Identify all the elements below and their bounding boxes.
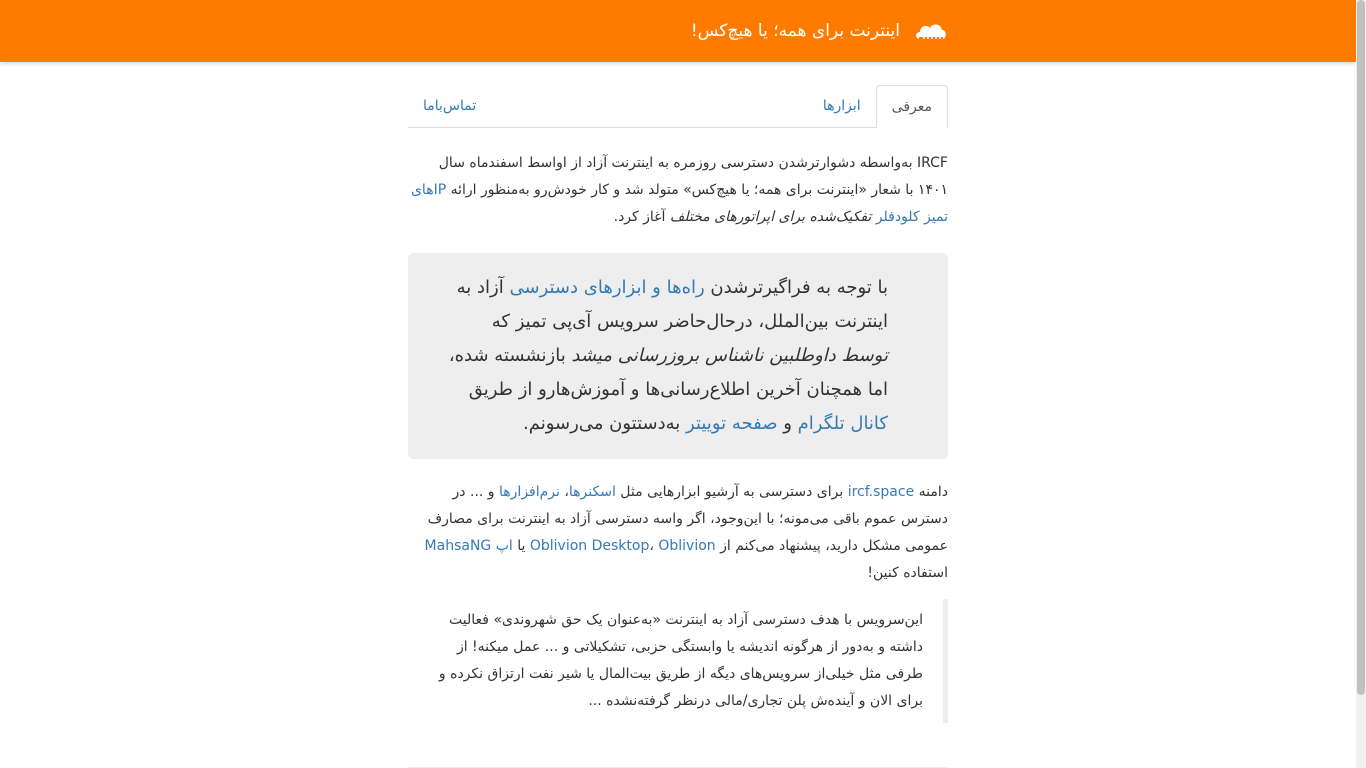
main-content: [408, 85, 948, 723]
domain-text: دامنه: [914, 484, 948, 500]
announcement-text: و: [777, 413, 798, 434]
scanners-link[interactable]: اسکنرها: [568, 484, 616, 500]
oblivion-desktop-link[interactable]: Oblivion Desktop: [529, 538, 650, 554]
domain-text: ،: [649, 538, 659, 554]
top-navbar: [0, 0, 1356, 62]
mission-text: این‌سرویس با هدف دسترسی آزاد به اینترنت «به‌عنوان یک حق شهروندی» فعالیت داشته و به‌دور از هرگونه اندیشه یا وابستگی حزبی، تشکیلاتی و ... عمل میکنه! از طرفی مثل خیلی‌از سرویس‌های دیگه از طریق بیت‌المال یا شیر نفت ارتزاق نکرده و برای الان و آینده‌ش پلن تجاری/مالی درنظر گرفته‌نشده ...: [438, 612, 923, 709]
intro-text: IRCF به‌واسطه دشوارترشدن دسترسی روزمره به اینترنت آزاد از اواسط اسفندماه سال ۱۴۰۱ با شعار «اینترنت برای همه؛ یا هیچ‌کس» متولد شد و کار خودش‌رو به‌منظور ارائه: [438, 155, 948, 198]
ircf-space-link[interactable]: ircf.space: [847, 484, 915, 500]
announcement-text: به‌دستتون می‌رسونم.: [523, 413, 687, 434]
mission-blockquote: [408, 599, 948, 723]
announcement-emphasis: توسط داوطلبین ناشناس بروزرسانی میشد: [571, 345, 888, 366]
intro-text-end: آغاز کرد.: [613, 209, 670, 225]
telegram-channel-link[interactable]: کانال تلگرام: [797, 413, 888, 434]
clean-ip-link[interactable]: IPهای تمیز کلودفلر: [410, 182, 948, 225]
cloud-icon: [914, 21, 948, 41]
announcement-text: بازنشسته شده، اما همچنان آخرین اطلاع‌رسانی‌ها و آموزش‌هارو از طریق: [448, 345, 888, 400]
domain-text: برای دسترسی به آرشیو ابزارهایی مثل: [615, 484, 848, 500]
brand[interactable]: [691, 0, 948, 62]
intro-paragraph: [408, 150, 948, 231]
domain-text: و ... در دسترس عموم باقی می‌مونه؛ با این‌وجود، اگر واسه دسترسی آزاد به اینترنت برای مصارف عمومی مشکل دارید، پیشنهاد می‌کنم از: [427, 484, 948, 554]
scrollbar-thumb[interactable]: [1357, 0, 1365, 695]
brand-title: اینترنت برای همه؛ یا هیچ‌کس!: [690, 21, 900, 41]
announcement-text: با توجه به فراگیرترشدن: [704, 277, 888, 298]
announcement-text: آزاد به اینترنت بین‌الملل، درحال‌حاضر سرویس آی‌پی تمیز که: [456, 277, 888, 332]
oblivion-link[interactable]: Oblivion: [658, 538, 716, 554]
scrollbar[interactable]: [1356, 0, 1366, 768]
domain-text: یا: [512, 538, 530, 554]
domain-text: ،: [559, 484, 569, 500]
access-tools-link[interactable]: راه‌ها و ابزارهای دسترسی: [509, 277, 705, 298]
announcement-box: [408, 253, 948, 459]
tab-tools[interactable]: ابزارها: [822, 98, 861, 114]
domain-paragraph: [408, 479, 948, 587]
tab-intro[interactable]: معرفی: [876, 85, 948, 129]
twitter-page-link[interactable]: صفحه توییتر: [686, 413, 778, 434]
software-link[interactable]: نرم‌افزارها: [499, 484, 560, 500]
domain-text: استفاده کنین!: [867, 565, 948, 581]
nav-tabs: [408, 85, 948, 128]
intro-emphasis: تفکیک‌شده برای اپراتورهای مختلف: [669, 209, 876, 225]
tab-contact[interactable]: تماس‌باما: [423, 98, 477, 114]
mahsang-app-link[interactable]: اپ MahsaNG: [424, 538, 513, 554]
